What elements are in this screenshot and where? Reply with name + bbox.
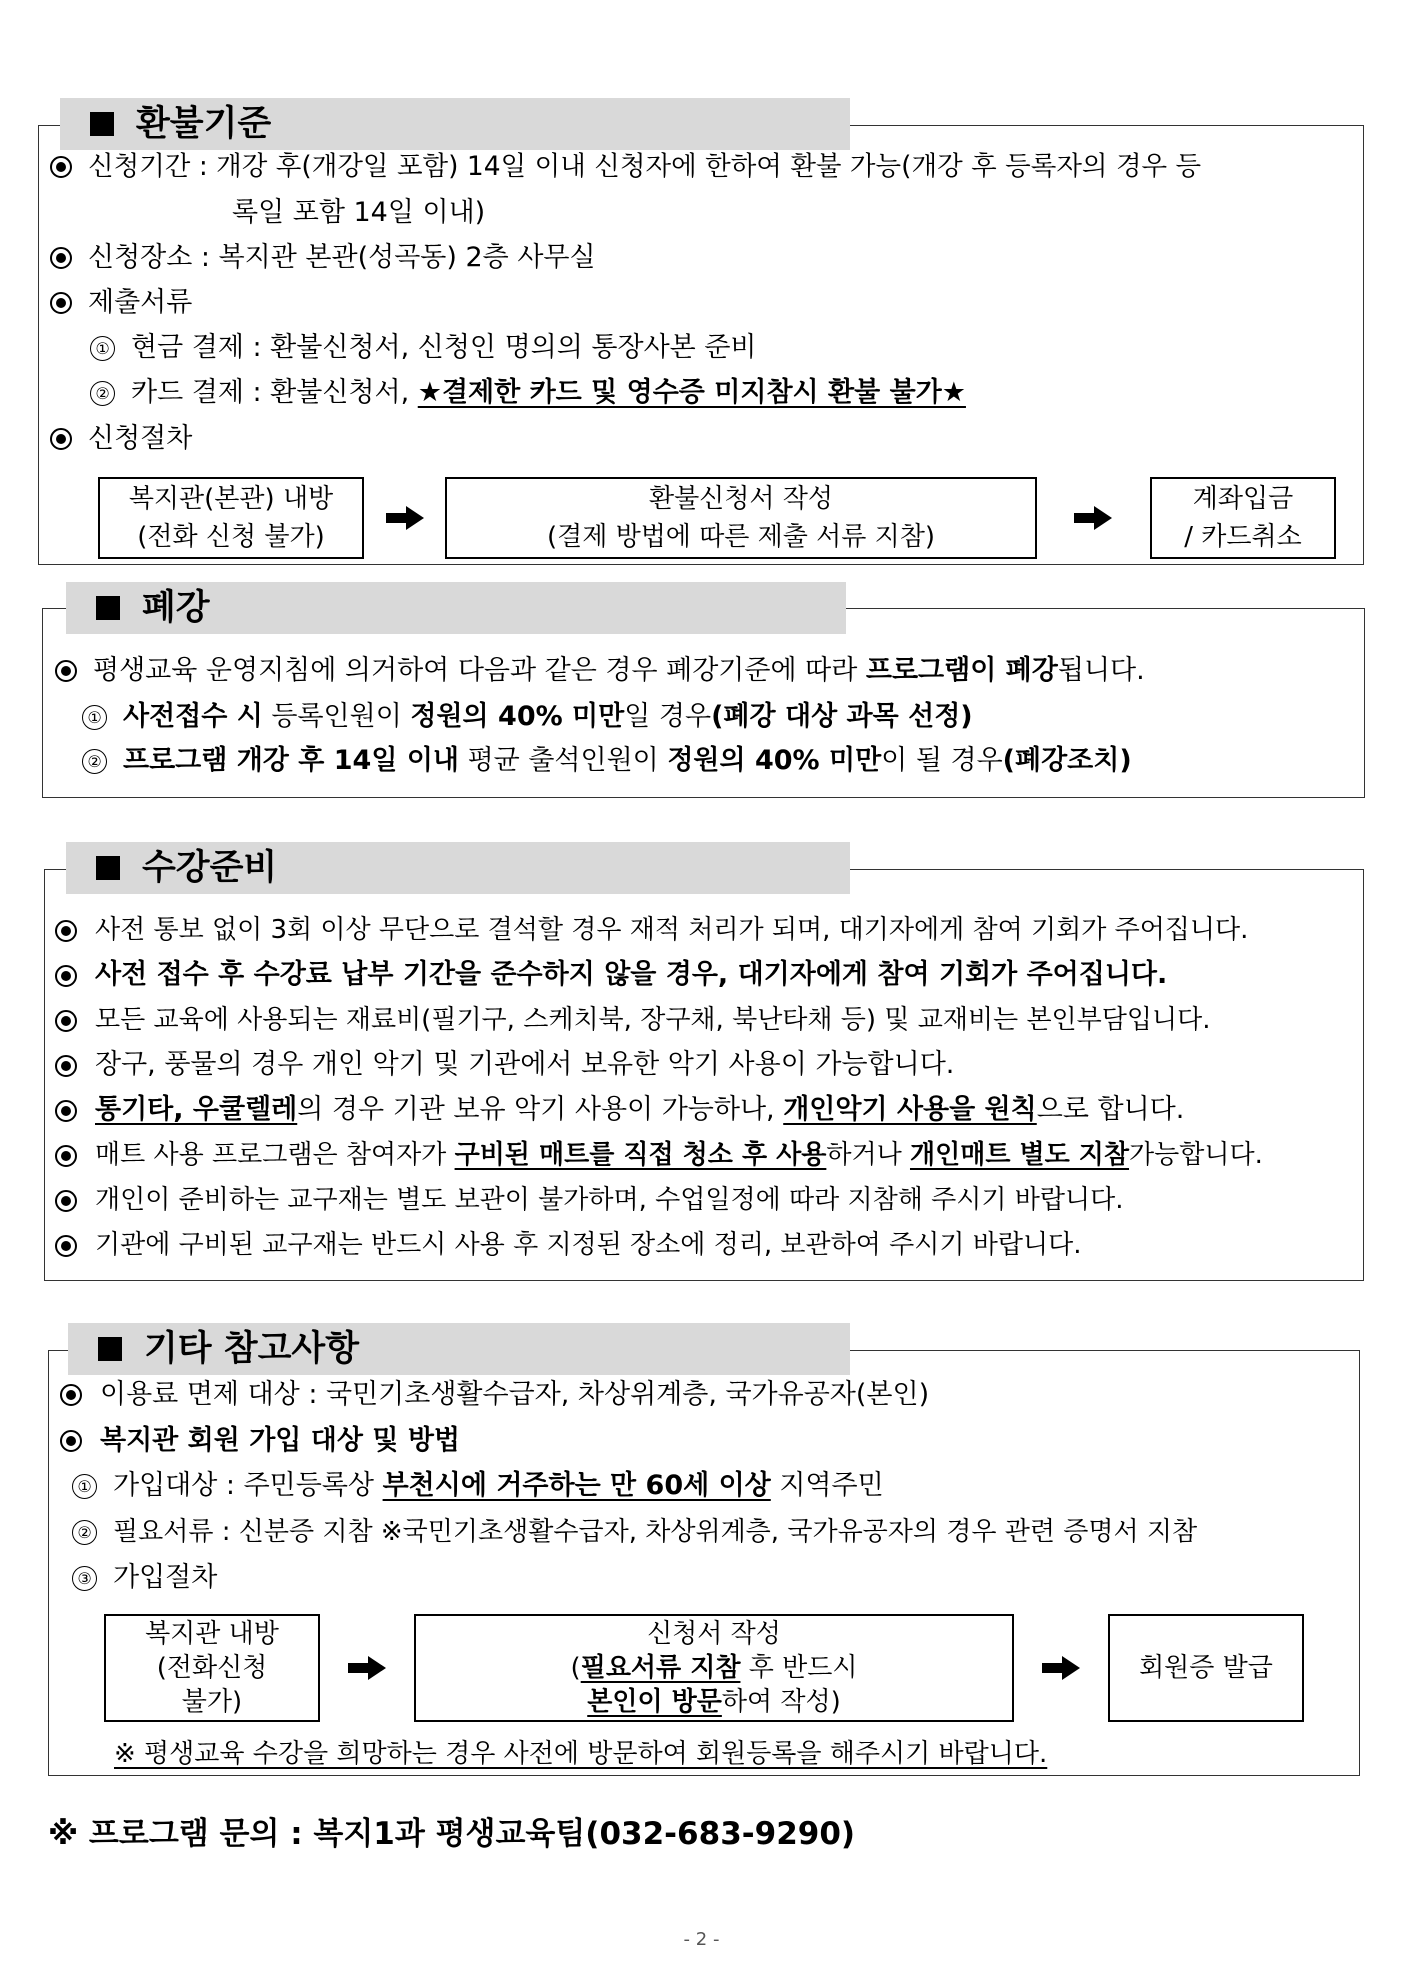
closure-intro: 평생교육 운영지침에 의거하여 다음과 같은 경우 폐강기준에 따라 프로그램이 폐강됩니다. [93, 655, 1145, 686]
etc-target: ① 가입대상 : 주민등록상 부천시에 거주하는 만 60세 이상 지역주민 [72, 1466, 884, 1506]
square-bullet-icon [98, 1337, 122, 1361]
prep-line-1: 사전 통보 없이 3회 이상 무단으로 결석할 경우 재적 처리가 되며, 대기자에게 참여 기회가 주어집니다. [95, 915, 1249, 945]
etc-note: ※ 평생교육 수강을 희망하는 경우 사전에 방문하여 회원등록을 해주시기 바랍니다. [114, 1739, 1048, 1769]
number-circle-3: ③ [72, 1566, 97, 1591]
square-bullet-icon [90, 112, 114, 136]
number-circle-2: ② [82, 749, 107, 774]
number-circle-1: ① [72, 1474, 97, 1499]
page-number: - 2 - [683, 1929, 720, 1950]
radio-bullet-icon [55, 1010, 77, 1032]
number-circle-1: ① [90, 336, 115, 361]
radio-bullet-icon [50, 156, 72, 178]
radio-bullet-icon [55, 1235, 77, 1257]
refund-period: 신청기간 : 개강 후(개강일 포함) 14일 이내 신청자에 한하여 환불 가능(개강 후 등록자의 경우 등 [88, 151, 1202, 182]
refund-heading [60, 98, 850, 150]
refund-docs-label: 제출서류 [88, 287, 193, 318]
arrow-right-icon [1074, 506, 1114, 530]
closure-case-1: ① 사전접수 시 등록인원이 정원의 40% 미만일 경우(폐강 대상 과목 선정) [82, 697, 973, 737]
prep-line-6: 매트 사용 프로그램은 참여자가 구비된 매트를 직접 청소 후 사용하거나 개인매트 별도 지참가능합니다. [95, 1140, 1263, 1170]
radio-bullet-icon [55, 1100, 77, 1122]
refund-period-cont: 록일 포함 14일 이내) [232, 197, 486, 228]
radio-bullet-icon [55, 920, 77, 942]
prep-line-5: 통기타, 우쿨렐레의 경우 기관 보유 악기 사용이 가능하나, 개인악기 사용을 원칙으로 합니다. [95, 1094, 1185, 1125]
radio-bullet-icon [55, 965, 77, 987]
etc-flow-step-2: 신청서 작성 (필요서류 지참 후 반드시 본인이 방문하여 작성) [414, 1614, 1014, 1722]
refund-card [90, 373, 966, 413]
radio-bullet-icon [60, 1384, 82, 1406]
arrow-right-icon [386, 506, 426, 530]
etc-docs: ② 필요서류 : 신분증 지참 ※국민기초생활수급자, 차상위계층, 국가유공자의 경우 관련 증명서 지참 [72, 1512, 1197, 1552]
etc-flow-step-3: 회원증 발급 [1108, 1614, 1304, 1722]
refund-card-text: 카드 결제 : 환불신청서, [131, 377, 418, 408]
prep-line-3: 모든 교육에 사용되는 재료비(필기구, 스케치북, 장구채, 북난타채 등) 및 교재비는 본인부담입니다. [95, 1005, 1211, 1035]
prep-line-2: 사전 접수 후 수강료 납부 기간을 준수하지 않을 경우, 대기자에게 참여 기회가 주어집니다. [95, 959, 1168, 990]
closure-heading [66, 582, 846, 634]
radio-bullet-icon [55, 1055, 77, 1077]
refund-flow-step-1: 복지관(본관) 내방 (전화 신청 불가) [98, 477, 364, 559]
number-circle-2: ② [72, 1520, 97, 1545]
square-bullet-icon [96, 596, 120, 620]
closure-title: 폐강 [142, 588, 210, 628]
refund-cash-text: 현금 결제 : 환불신청서, 신청인 명의의 통장사본 준비 [131, 332, 757, 363]
refund-proc-label: 신청절차 [88, 423, 193, 454]
arrow-right-icon [348, 1656, 388, 1680]
radio-bullet-icon [50, 292, 72, 314]
radio-bullet-icon [55, 660, 77, 682]
prep-line-4: 장구, 풍물의 경우 개인 악기 및 기관에서 보유한 악기 사용이 가능합니다. [95, 1049, 955, 1080]
prep-line-7: 개인이 준비하는 교구재는 별도 보관이 불가하며, 수업일정에 따라 지참해 주시기 바랍니다. [95, 1185, 1124, 1215]
radio-bullet-icon [60, 1430, 82, 1452]
radio-bullet-icon [55, 1190, 77, 1212]
number-circle-2: ② [90, 381, 115, 406]
etc-flow-step-1: 복지관 내방 (전화신청 불가) [104, 1614, 320, 1722]
refund-flow-step-2: 환불신청서 작성 (결제 방법에 따른 제출 서류 지참) [445, 477, 1037, 559]
etc-heading [68, 1323, 850, 1375]
arrow-right-icon [1042, 1656, 1082, 1680]
etc-member: 복지관 회원 가입 대상 및 방법 [100, 1425, 460, 1456]
refund-title: 환불기준 [136, 104, 272, 144]
radio-bullet-icon [55, 1145, 77, 1167]
etc-fee: 이용료 면제 대상 : 국민기초생활수급자, 차상위계층, 국가유공자(본인) [100, 1379, 930, 1410]
prep-line-8: 기관에 구비된 교구재는 반드시 사용 후 지정된 장소에 정리, 보관하여 주시기 바랍니다. [95, 1230, 1082, 1260]
refund-card-warning: ★결제한 카드 및 영수증 미지참시 환불 불가★ [417, 377, 966, 408]
contact-line: ※ 프로그램 문의 : 복지1과 평생교육팀(032-683-9290) [48, 1816, 856, 1852]
prep-heading [66, 842, 850, 894]
prep-title: 수강준비 [142, 848, 278, 888]
square-bullet-icon [96, 856, 120, 880]
etc-procedure: ③ 가입절차 [72, 1558, 217, 1598]
radio-bullet-icon [50, 428, 72, 450]
refund-place: 신청장소 : 복지관 본관(성곡동) 2층 사무실 [88, 242, 596, 273]
closure-case-2: ② 프로그램 개강 후 14일 이내 평균 출석인원이 정원의 40% 미만이 될 경우(폐강조치) [82, 741, 1132, 781]
number-circle-1: ① [82, 705, 107, 730]
refund-cash [90, 328, 756, 368]
radio-bullet-icon [50, 247, 72, 269]
etc-title: 기타 참고사항 [144, 1329, 360, 1369]
refund-flow-step-3: 계좌입금 / 카드취소 [1150, 477, 1336, 559]
